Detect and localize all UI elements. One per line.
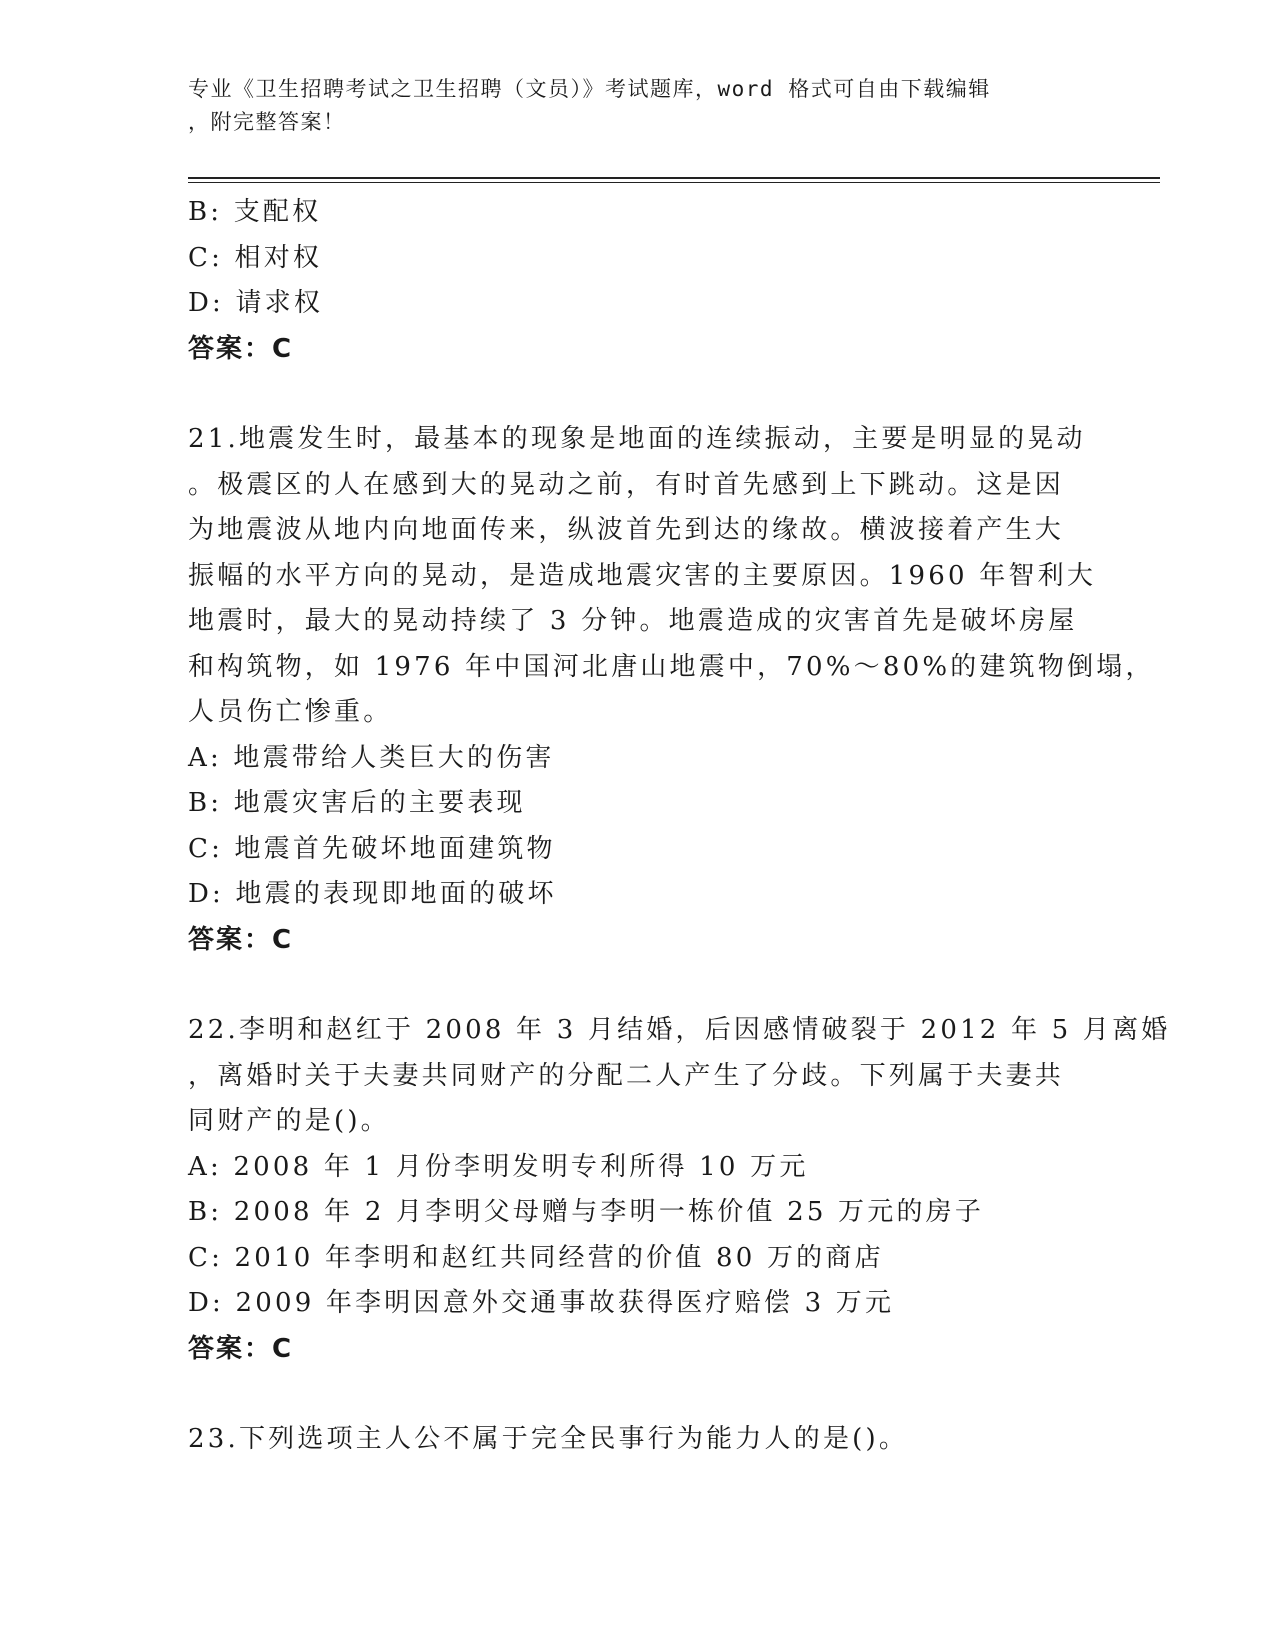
question-21 — [188, 417, 1155, 963]
option-b: B: 地震灾害后的主要表现 — [188, 788, 526, 818]
document-body — [188, 190, 1171, 1463]
question-text-line: 人员伤亡惨重。 — [188, 697, 393, 727]
header-rule-thick — [188, 177, 1160, 179]
option-a: A: 地震带给人类巨大的伤害 — [188, 742, 555, 773]
option-b: B: 支配权 — [188, 197, 322, 227]
question-text-line: 21.地震发生时，最基本的现象是地面的连续振动，主要是明显的晃动 — [188, 424, 1086, 454]
answer: 答案：C — [188, 1333, 294, 1364]
document-header — [188, 73, 1068, 139]
option-c: C: 地震首先破坏地面建筑物 — [188, 833, 556, 864]
option-d: D: 地震的表现即地面的破坏 — [188, 879, 557, 909]
question-text-line: 同财产的是()。 — [188, 1106, 390, 1136]
option-c: C: 相对权 — [188, 242, 323, 273]
answer: 答案：C — [188, 333, 294, 364]
header-rule-thin — [188, 182, 1160, 183]
question-text-line: 为地震波从地内向地面传来，纵波首先到达的缘故。横波接着产生大 — [188, 515, 1065, 545]
option-a: A: 2008 年 1 月份李明发明专利所得 10 万元 — [188, 1151, 809, 1182]
answer: 答案：C — [188, 924, 294, 955]
question-text-line: 和构筑物，如 1976 年中国河北唐山地震中，70%～80%的建筑物倒塌， — [188, 651, 1155, 682]
prev-question-block — [188, 190, 1078, 372]
question-text-line: ，离婚时关于夫妻共同财产的分配二人产生了分歧。下列属于夫妻共 — [188, 1060, 1065, 1091]
header-line-1: 专业《卫生招聘考试之卫生招聘（文员）》考试题库，word 格式可自由下载编辑 — [188, 77, 991, 101]
question-text-line: 振幅的水平方向的晃动，是造成地震灾害的主要原因。1960 年智利大 — [188, 560, 1097, 591]
question-22 — [188, 1008, 1171, 1372]
option-d: D: 请求权 — [188, 288, 324, 318]
question-text-line: 。极震区的人在感到大的晃动之前，有时首先感到上下跳动。这是因 — [188, 469, 1065, 500]
question-text-line: 23.下列选项主人公不属于完全民事行为能力人的是()。 — [188, 1424, 909, 1454]
question-23 — [188, 1417, 1078, 1463]
question-text-line: 地震时，最大的晃动持续了 3 分钟。地震造成的灾害首先是破坏房屋 — [188, 606, 1078, 636]
option-c: C: 2010 年李明和赵红共同经营的价值 80 万的商店 — [188, 1242, 884, 1273]
question-text-line: 22.李明和赵红于 2008 年 3 月结婚，后因感情破裂于 2012 年 5 月离婚 — [188, 1015, 1171, 1045]
option-b: B: 2008 年 2 月李明父母赠与李明一栋价值 25 万元的房子 — [188, 1197, 985, 1227]
header-line-2: ，附完整答案！ — [188, 110, 346, 134]
option-d: D: 2009 年李明因意外交通事故获得医疗赔偿 3 万元 — [188, 1288, 895, 1318]
